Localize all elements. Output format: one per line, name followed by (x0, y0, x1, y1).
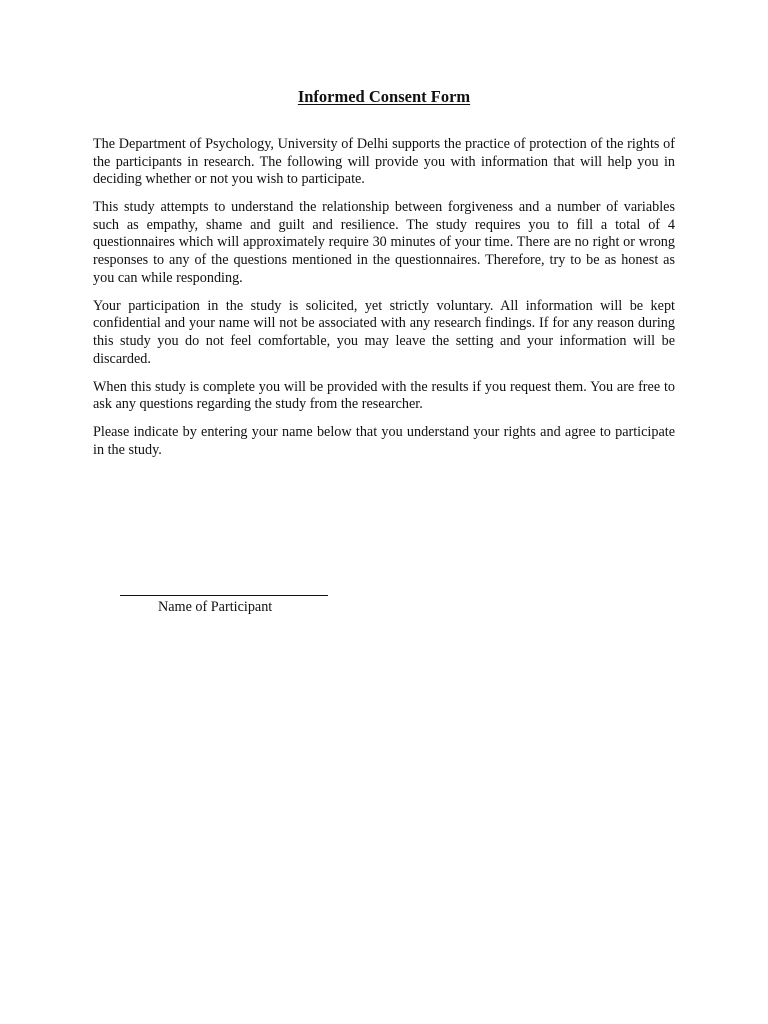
document-title: Informed Consent Form (297, 87, 471, 106)
signature-line[interactable] (120, 577, 328, 596)
paragraph-consent-instruction: Please indicate by entering your name below that you understand your rights and agree to participate in the study. (93, 424, 675, 458)
paragraph-study-description: This study attempts to understand the relationship between forgiveness and a number of variables such as empathy, shame and guilt and resilience. The study requires you to fill a total of 4 questionnaires which will approximately require 30 minutes of your time. There are no right or wrong responses to any of the questions mentioned in the questionnaires. Therefore, try to be as honest as you can while responding. (93, 199, 675, 286)
paragraph-confidentiality: Your participation in the study is solicited, yet strictly voluntary. All information will be kept confidential and your name will not be associated with any research findings. If for any reason during this study you do not feel comfortable, you may leave the setting and your information will be discarded. (93, 297, 675, 367)
document-body (93, 136, 675, 470)
paragraph-results: When this study is complete you will be provided with the results if you request them. You are free to ask any questions regarding the study from the researcher. (93, 378, 675, 413)
paragraph-intro: The Department of Psychology, University of Delhi supports the practice of protection of the rights of the participants in research. The following will provide you with information that will help you in deciding whether or not you wish to participate. (93, 136, 675, 188)
signature-label: Name of Participant (158, 599, 273, 615)
signature-block (120, 577, 330, 616)
